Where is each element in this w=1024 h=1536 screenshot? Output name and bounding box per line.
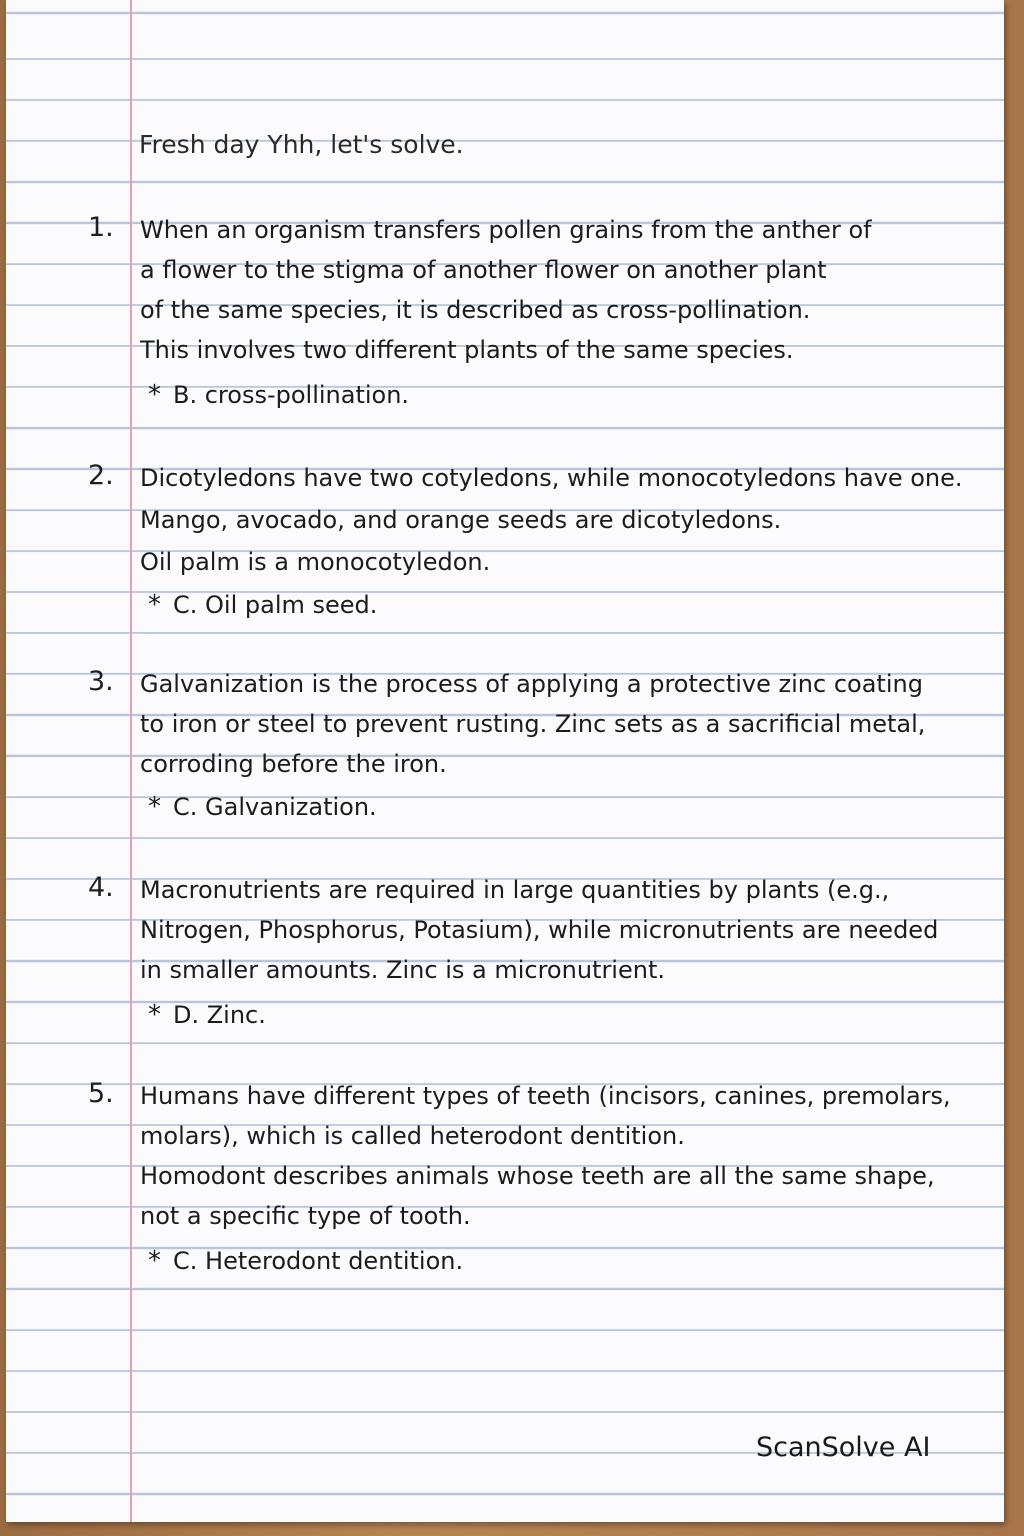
explanation-line: When an organism transfers pollen grains from the anther of bbox=[140, 216, 872, 244]
explanation-line: of the same species, it is described as cross-pollination. bbox=[140, 296, 811, 324]
explanation-line: Mango, avocado, and orange seeds are dicotyledons. bbox=[140, 506, 782, 534]
asterisk-icon: * bbox=[148, 590, 161, 620]
explanation-line: Nitrogen, Phosphorus, Potasium), while micronutrients are needed bbox=[140, 916, 939, 944]
final-answer-text: B. cross-pollination. bbox=[173, 381, 410, 409]
explanation-line: Humans have different types of teeth (incisors, canines, premolars, bbox=[140, 1082, 951, 1110]
greeting-text: Fresh day Yhh, let's solve. bbox=[139, 130, 464, 159]
final-answer-text: C. Galvanization. bbox=[173, 793, 377, 821]
item-number: 1. bbox=[88, 212, 114, 243]
brand-signature: ScanSolve AI bbox=[756, 1432, 931, 1463]
final-answer-text: C. Oil palm seed. bbox=[173, 591, 378, 619]
final-answer bbox=[148, 380, 409, 410]
final-answer bbox=[148, 1246, 463, 1276]
explanation-line: corroding before the iron. bbox=[140, 750, 447, 778]
explanation-line: in smaller amounts. Zinc is a micronutrient. bbox=[140, 956, 665, 984]
explanation-line: a flower to the stigma of another flower on another plant bbox=[140, 256, 827, 284]
asterisk-icon: * bbox=[148, 1000, 161, 1030]
notebook-page bbox=[6, 0, 1004, 1522]
explanation-line: This involves two different plants of the same species. bbox=[140, 336, 794, 364]
final-answer bbox=[148, 590, 377, 620]
asterisk-icon: * bbox=[148, 1246, 161, 1276]
final-answer-text: D. Zinc. bbox=[173, 1001, 266, 1029]
explanation-line: molars), which is called heterodont dentition. bbox=[140, 1122, 685, 1150]
final-answer bbox=[148, 1000, 266, 1030]
explanation-line: Homodont describes animals whose teeth are all the same shape, bbox=[140, 1162, 935, 1190]
asterisk-icon: * bbox=[148, 792, 161, 822]
margin-line bbox=[130, 0, 132, 1522]
explanation-line: Galvanization is the process of applying a protective zinc coating bbox=[140, 670, 923, 698]
item-number: 4. bbox=[88, 872, 114, 903]
final-answer bbox=[148, 792, 377, 822]
explanation-line: Dicotyledons have two cotyledons, while monocotyledons have one. bbox=[140, 464, 963, 492]
item-number: 2. bbox=[88, 460, 114, 491]
explanation-line: Oil palm is a monocotyledon. bbox=[140, 548, 491, 576]
asterisk-icon: * bbox=[148, 380, 161, 410]
item-number: 3. bbox=[88, 666, 114, 697]
final-answer-text: C. Heterodont dentition. bbox=[173, 1247, 464, 1275]
explanation-line: not a specific type of tooth. bbox=[140, 1202, 471, 1230]
explanation-line: to iron or steel to prevent rusting. Zinc sets as a sacrificial metal, bbox=[140, 710, 926, 738]
explanation-line: Macronutrients are required in large quantities by plants (e.g., bbox=[140, 876, 890, 904]
item-number: 5. bbox=[88, 1078, 114, 1109]
